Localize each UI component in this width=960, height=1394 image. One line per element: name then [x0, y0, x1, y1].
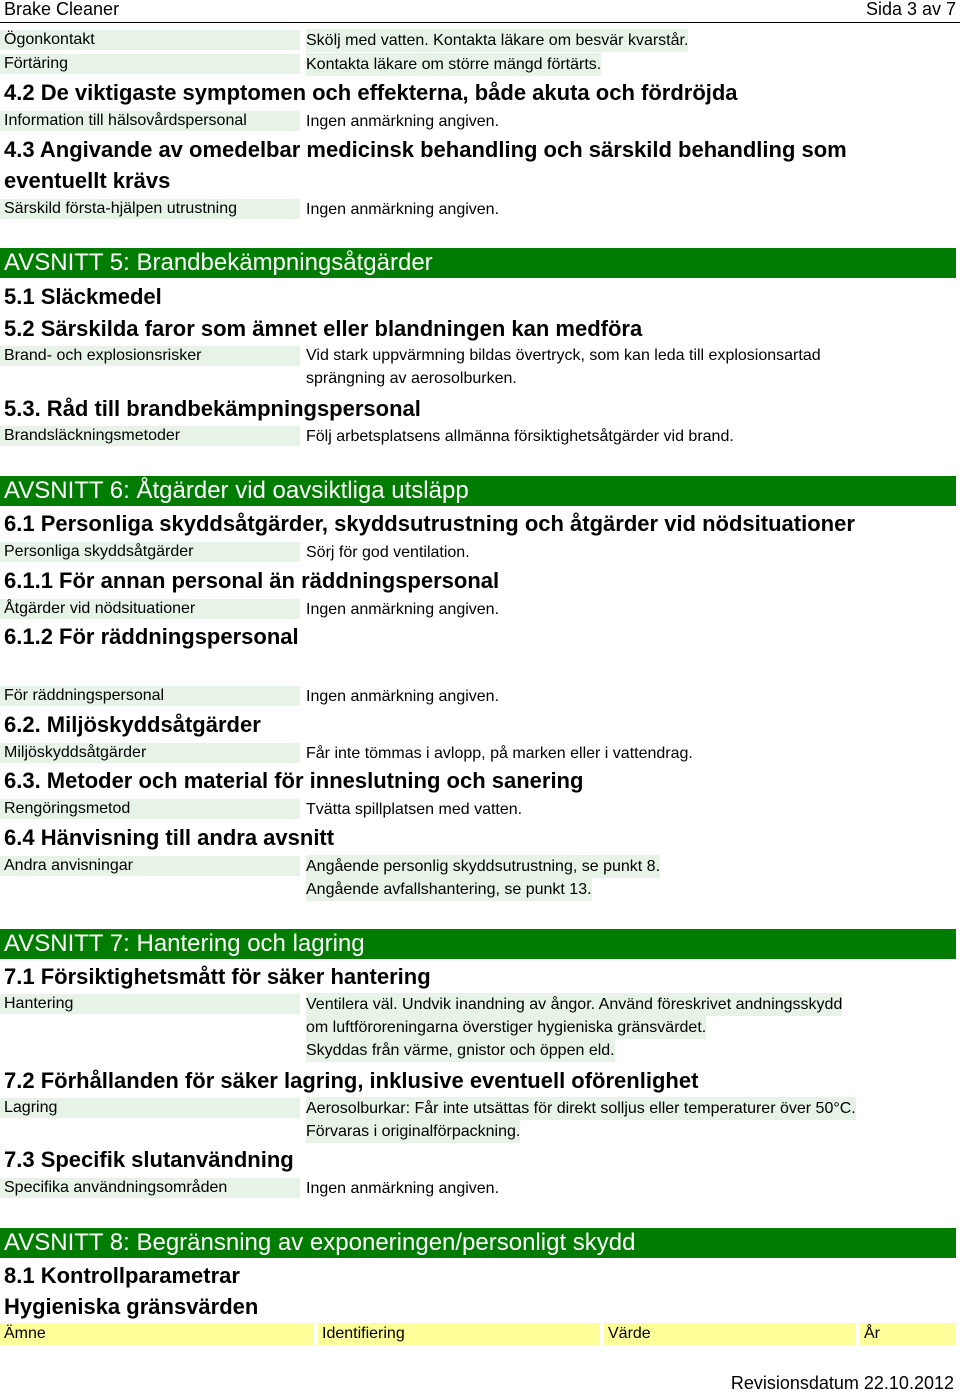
heading-6-3: 6.3. Metoder och material för inneslutning och sanering — [4, 768, 584, 793]
value-first-aid-equipment: Ingen anmärkning angiven. — [306, 201, 500, 218]
value-personal-protection: Sörj för god ventilation. — [306, 544, 470, 561]
heading-7-3: 7.3 Specifik slutanvändning — [4, 1147, 294, 1172]
value-emergency-measures: Ingen anmärkning angiven. — [306, 601, 500, 618]
label-fire-risks: Brand- och explosionsrisker — [0, 346, 300, 366]
value-other-instructions: Angående personlig skyddsutrustning, se punkt 8. Angående avfallshantering, se punkt 13. — [306, 855, 660, 901]
label-ingestion: Förtäring — [0, 54, 300, 74]
heading-6-1-2: 6.1.2 För räddningspersonal — [4, 624, 299, 649]
label-eye-contact: Ögonkontakt — [0, 30, 300, 50]
label-cleaning-method: Rengöringsmetod — [0, 799, 300, 819]
heading-6-1-1: 6.1.1 För annan personal än räddningspersonal — [4, 568, 500, 593]
value-handling: Ventilera väl. Undvik inandning av ångor. Använd föreskrivet andningsskydd om luftföroreningarna överstiger hygieniska gränsvärdet. Skyddas från värme, gnistor och öppen eld. — [306, 993, 842, 1062]
heading-5-3: 5.3. Råd till brandbekämpningspersonal — [4, 396, 421, 421]
section-5-band: AVSNITT 5: Brandbekämpningsåtgärder — [0, 248, 956, 278]
heading-4-2: 4.2 De viktigaste symptomen och effekterna, både akuta och fördröjda — [4, 80, 738, 105]
value-health-info: Ingen anmärkning angiven. — [306, 113, 500, 130]
label-other-instructions: Andra anvisningar — [0, 856, 300, 876]
label-extinguishing-methods: Brandsläckningsmetoder — [0, 426, 300, 446]
value-environment: Får inte tömmas i avlopp, på marken eller i vattendrag. — [306, 745, 693, 762]
label-handling: Hantering — [0, 994, 300, 1014]
heading-4-3-line2: eventuellt krävs — [4, 168, 171, 193]
heading-6-1: 6.1 Personliga skyddsåtgärder, skyddsutrustning och åtgärder vid nödsituationer — [4, 511, 855, 536]
section-8-band: AVSNITT 8: Begränsning av exponeringen/personligt skydd — [0, 1228, 956, 1258]
value-specific-uses: Ingen anmärkning angiven. — [306, 1180, 500, 1197]
heading-4-3-line1: 4.3 Angivande av omedelbar medicinsk behandling och särskild behandling som — [4, 137, 847, 162]
value-storage: Aerosolburkar: Får inte utsättas för direkt solljus eller temperaturer över 50°C. Förvaras i originalförpackning. — [306, 1097, 856, 1143]
heading-6-2: 6.2. Miljöskyddsåtgärder — [4, 712, 261, 737]
table-header-identification: Identifiering — [318, 1323, 600, 1345]
value-fire-risks: Vid stark uppvärmning bildas övertryck, som kan leda till explosionsartad sprängning av aerosolburken. — [306, 347, 821, 387]
label-first-aid-equipment: Särskild första-hjälpen utrustning — [0, 199, 300, 219]
label-storage: Lagring — [0, 1098, 300, 1118]
label-health-info: Information till hälsovårdspersonal — [0, 111, 300, 131]
section-6-band: AVSNITT 6: Åtgärder vid oavsiktliga utsläpp — [0, 476, 956, 506]
table-header-year: År — [860, 1323, 956, 1345]
label-rescue-personnel: För räddningspersonal — [0, 686, 300, 706]
value-cleaning-method: Tvätta spillplatsen med vatten. — [306, 801, 523, 818]
document-title: Brake Cleaner — [4, 0, 120, 19]
heading-hygienic-limits: Hygieniska gränsvärden — [4, 1294, 259, 1319]
heading-6-4: 6.4 Hänvisning till andra avsnitt — [4, 825, 335, 850]
label-emergency-measures: Åtgärder vid nödsituationer — [0, 599, 300, 619]
value-ingestion: Kontakta läkare om större mängd förtärts. — [306, 53, 601, 76]
heading-8-1: 8.1 Kontrollparametrar — [4, 1263, 240, 1288]
table-header-substance: Ämne — [0, 1323, 314, 1345]
header-rule — [0, 22, 960, 23]
value-extinguishing-methods: Följ arbetsplatsens allmänna försiktighetsåtgärder vid brand. — [306, 428, 734, 445]
table-header-value: Värde — [604, 1323, 856, 1345]
revision-date: Revisionsdatum 22.10.2012 — [730, 1373, 954, 1393]
value-rescue-personnel: Ingen anmärkning angiven. — [306, 688, 500, 705]
heading-7-2: 7.2 Förhållanden för säker lagring, inklusive eventuell oförenlighet — [4, 1068, 699, 1093]
heading-5-1: 5.1 Släckmedel — [4, 284, 162, 309]
section-7-band: AVSNITT 7: Hantering och lagring — [0, 929, 956, 959]
page-number: Sida 3 av 7 — [865, 0, 956, 19]
label-personal-protection: Personliga skyddsåtgärder — [0, 542, 300, 562]
label-specific-uses: Specifika användningsområden — [0, 1178, 300, 1198]
value-eye-contact: Skölj med vatten. Kontakta läkare om besvär kvarstår. — [306, 29, 688, 52]
heading-7-1: 7.1 Försiktighetsmått för säker hantering — [4, 964, 431, 989]
label-environment: Miljöskyddsåtgärder — [0, 743, 300, 763]
heading-5-2: 5.2 Särskilda faror som ämnet eller blandningen kan medföra — [4, 316, 643, 341]
